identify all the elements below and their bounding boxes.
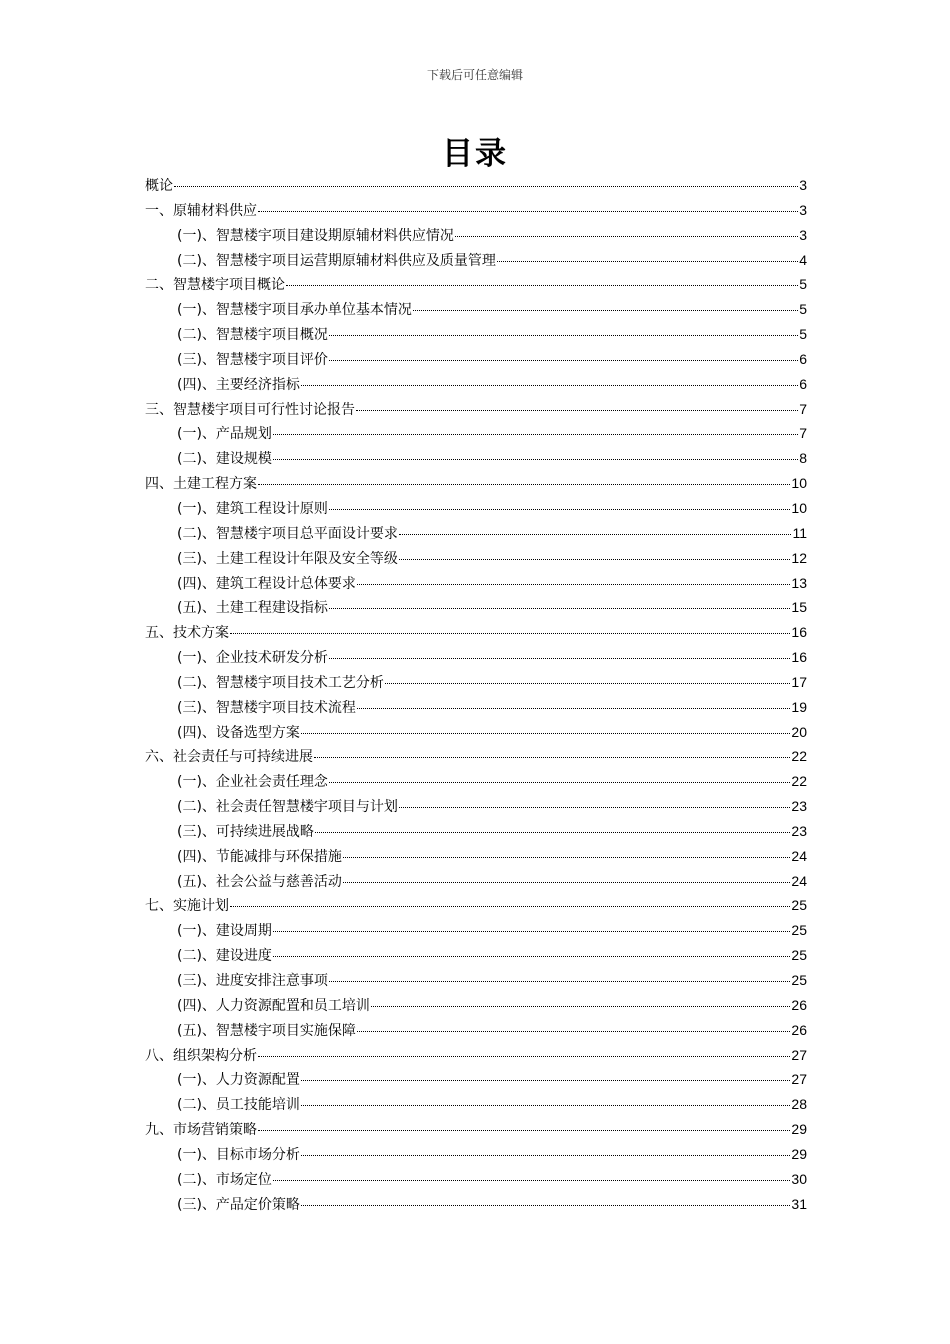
- toc-entry-label: 六、社会责任与可持续进展: [145, 749, 313, 766]
- toc-dot-leader: [399, 534, 792, 535]
- toc-entry[interactable]: [145, 299, 807, 324]
- toc-entry-label: (二)、智慧楼宇项目技术工艺分析: [177, 674, 384, 691]
- toc-dot-leader: [301, 1205, 790, 1206]
- toc-entry-page-number: 13: [791, 574, 807, 591]
- toc-dot-leader: [413, 310, 798, 311]
- toc-entry[interactable]: [145, 274, 807, 299]
- toc-entry[interactable]: [145, 771, 807, 796]
- toc-dot-leader: [329, 981, 790, 982]
- toc-entry-page-number: 22: [791, 773, 807, 790]
- toc-entry[interactable]: [145, 473, 807, 498]
- toc-dot-leader: [497, 261, 798, 262]
- toc-entry-page-number: 19: [791, 698, 807, 715]
- toc-entry-page-number: 3: [799, 201, 807, 218]
- toc-entry-page-number: 25: [791, 897, 807, 914]
- toc-entry-label: (一)、建设周期: [177, 923, 272, 940]
- toc-entry-label: (四)、主要经济指标: [177, 376, 300, 393]
- toc-entry[interactable]: [145, 1094, 807, 1119]
- toc-entry[interactable]: [145, 846, 807, 871]
- toc-entry-page-number: 11: [792, 524, 807, 541]
- toc-entry-page-number: 25: [791, 922, 807, 939]
- toc-entry-page-number: 23: [791, 798, 807, 815]
- toc-entry[interactable]: [145, 548, 807, 573]
- toc-entry-label: (三)、进度安排注意事项: [177, 973, 328, 989]
- toc-entry-page-number: 5: [799, 326, 807, 343]
- toc-entry-label: (三)、智慧楼宇项目技术流程: [177, 699, 356, 716]
- toc-entry[interactable]: [145, 1045, 807, 1070]
- toc-entry-label: 四、土建工程方案: [145, 476, 257, 493]
- toc-entry-page-number: 24: [791, 847, 807, 864]
- toc-entry-label: (五)、土建工程建设指标: [177, 600, 328, 617]
- toc-entry[interactable]: [145, 1119, 807, 1144]
- toc-dot-leader: [329, 658, 790, 659]
- toc-dot-leader: [258, 211, 798, 212]
- toc-entry-page-number: 25: [791, 972, 807, 988]
- toc-entry-page-number: 29: [791, 1145, 807, 1162]
- toc-entry-page-number: 30: [791, 1170, 807, 1187]
- toc-entry-label: 八、组织架构分析: [145, 1047, 257, 1064]
- toc-dot-leader: [315, 832, 790, 833]
- toc-entry-label: (一)、企业技术研发分析: [177, 650, 328, 667]
- toc-entry-label: (二)、员工技能培训: [177, 1097, 300, 1114]
- toc-entry[interactable]: [145, 995, 807, 1020]
- toc-dot-leader: [301, 1155, 790, 1156]
- toc-entry[interactable]: [145, 573, 807, 598]
- toc-entry-page-number: 17: [791, 673, 807, 690]
- toc-entry-label: (三)、智慧楼宇项目评价: [177, 351, 328, 368]
- toc-entry[interactable]: [145, 920, 807, 945]
- toc-dot-leader: [273, 956, 790, 957]
- toc-entry[interactable]: [145, 871, 807, 896]
- toc-entry-label: (二)、智慧楼宇项目概况: [177, 327, 328, 344]
- toc-entry[interactable]: [145, 622, 807, 647]
- toc-dot-leader: [343, 857, 790, 858]
- toc-dot-leader: [301, 385, 798, 386]
- toc-entry[interactable]: [145, 746, 807, 771]
- toc-entry[interactable]: [145, 1144, 807, 1169]
- toc-dot-leader: [329, 509, 790, 510]
- toc-dot-leader: [230, 906, 790, 907]
- toc-dot-leader: [258, 484, 790, 485]
- toc-entry-label: (四)、节能减排与环保措施: [177, 848, 342, 865]
- toc-entry-label: (五)、社会公益与慈善活动: [177, 873, 342, 890]
- toc-entry-page-number: 4: [799, 251, 807, 268]
- toc-dot-leader: [286, 285, 798, 286]
- toc-entry-page-number: 12: [791, 549, 807, 566]
- toc-entry[interactable]: [145, 448, 807, 473]
- toc-dot-leader: [174, 186, 798, 187]
- toc-entry[interactable]: [145, 1069, 807, 1094]
- toc-entry[interactable]: [145, 1194, 807, 1219]
- toc-entry[interactable]: [145, 945, 807, 970]
- toc-entry-label: 二、智慧楼宇项目概论: [145, 277, 285, 294]
- toc-entry[interactable]: [145, 1169, 807, 1194]
- toc-entry-label: (二)、建设规模: [177, 451, 272, 468]
- toc-dot-leader: [273, 1180, 790, 1181]
- toc-entry[interactable]: [145, 498, 807, 523]
- toc-entry[interactable]: [145, 250, 807, 275]
- toc-entry[interactable]: [145, 970, 807, 995]
- toc-entry-label: (三)、可持续进展战略: [177, 823, 314, 840]
- toc-entry[interactable]: [145, 324, 807, 349]
- toc-dot-leader: [258, 1130, 790, 1131]
- toc-dot-leader: [273, 434, 798, 435]
- toc-entry-label: 五、技术方案: [145, 625, 229, 642]
- toc-entry-label: (一)、建筑工程设计原则: [177, 500, 328, 517]
- toc-entry-label: (四)、建筑工程设计总体要求: [177, 575, 356, 592]
- toc-dot-leader: [301, 1080, 790, 1081]
- toc-entry-page-number: 26: [791, 1021, 807, 1038]
- toc-entry-page-number: 27: [791, 1046, 807, 1063]
- toc-entry[interactable]: [145, 1020, 807, 1045]
- toc-entry[interactable]: [145, 895, 807, 920]
- toc-dot-leader: [301, 1105, 790, 1106]
- toc-entry-page-number: 5: [799, 276, 807, 293]
- toc-dot-leader: [356, 410, 798, 411]
- toc-dot-leader: [329, 360, 798, 361]
- toc-entry[interactable]: [145, 647, 807, 672]
- toc-entry-page-number: 23: [791, 822, 807, 839]
- toc-entry-label: 七、实施计划: [145, 898, 229, 915]
- toc-entry-label: (二)、智慧楼宇项目总平面设计要求: [177, 525, 398, 542]
- toc-entry-label: (一)、目标市场分析: [177, 1146, 300, 1163]
- toc-entry[interactable]: [145, 796, 807, 821]
- toc-entry[interactable]: [145, 722, 807, 747]
- toc-entry-label: (一)、智慧楼宇项目建设期原辅材料供应情况: [177, 227, 454, 244]
- toc-entry-label: (四)、人力资源配置和员工培训: [177, 997, 370, 1014]
- toc-entry-page-number: 5: [799, 301, 807, 318]
- toc-dot-leader: [357, 708, 790, 709]
- toc-title: 目录: [442, 136, 508, 172]
- toc-entry[interactable]: [145, 200, 807, 225]
- toc-entry-label: (二)、市场定位: [177, 1171, 272, 1188]
- toc-entry-page-number: 3: [799, 177, 807, 193]
- toc-entry-label: (二)、社会责任智慧楼宇项目与计划: [177, 799, 398, 816]
- toc-entry-label: (二)、智慧楼宇项目运营期原辅材料供应及质量管理: [177, 252, 496, 269]
- toc-entry[interactable]: [145, 821, 807, 846]
- toc-entry[interactable]: [145, 225, 807, 250]
- toc-entry-page-number: 28: [791, 1096, 807, 1113]
- toc-dot-leader: [314, 757, 790, 758]
- toc-dot-leader: [329, 782, 790, 783]
- toc-dot-leader: [385, 683, 790, 684]
- toc-entry-page-number: 8: [799, 450, 807, 467]
- toc-dot-leader: [357, 1031, 790, 1032]
- toc-entry-page-number: 25: [791, 947, 807, 964]
- toc-entry[interactable]: [145, 523, 807, 548]
- toc-entry-label: 一、原辅材料供应: [145, 202, 257, 219]
- toc-entry-label: 三、智慧楼宇项目可行性讨论报告: [145, 401, 355, 418]
- toc-entry[interactable]: [145, 597, 807, 622]
- toc-entry-page-number: 16: [791, 649, 807, 666]
- toc-entry[interactable]: [145, 399, 807, 424]
- toc-entry-page-number: 6: [799, 375, 807, 392]
- toc-entry[interactable]: [145, 672, 807, 697]
- toc-entry[interactable]: [145, 349, 807, 374]
- toc-entry-page-number: 6: [799, 350, 807, 367]
- toc-entry-page-number: 26: [791, 996, 807, 1013]
- toc-dot-leader: [329, 335, 798, 336]
- toc-entry-page-number: 24: [791, 872, 807, 889]
- toc-entry-page-number: 22: [791, 748, 807, 765]
- header-note: 下载后可任意编辑: [426, 68, 523, 82]
- toc-entry-page-number: 29: [791, 1121, 807, 1138]
- toc-entry[interactable]: [145, 697, 807, 722]
- toc-entry-label: (一)、智慧楼宇项目承办单位基本情况: [177, 302, 412, 319]
- toc-entry-page-number: 16: [791, 624, 807, 641]
- toc-entry-label: (一)、产品规划: [177, 426, 272, 443]
- toc-dot-leader: [273, 931, 790, 932]
- toc-dot-leader: [399, 559, 790, 560]
- toc-dot-leader: [343, 882, 790, 883]
- toc-entry-label: (二)、建设进度: [177, 948, 272, 965]
- table-of-contents: [145, 175, 807, 1218]
- toc-entry-page-number: 10: [791, 499, 807, 516]
- toc-entry-label: (三)、土建工程设计年限及安全等级: [177, 550, 398, 567]
- toc-entry-label: (四)、设备选型方案: [177, 724, 300, 741]
- toc-dot-leader: [258, 1056, 790, 1057]
- toc-entry[interactable]: [145, 423, 807, 448]
- toc-entry-page-number: 27: [791, 1071, 807, 1088]
- toc-entry-label: (一)、企业社会责任理念: [177, 774, 328, 791]
- toc-entry-page-number: 31: [791, 1195, 807, 1212]
- toc-entry-page-number: 3: [799, 226, 807, 243]
- toc-dot-leader: [455, 236, 798, 237]
- toc-entry-label: (三)、产品定价策略: [177, 1196, 300, 1213]
- toc-entry-page-number: 15: [791, 599, 807, 616]
- toc-dot-leader: [329, 608, 790, 609]
- toc-dot-leader: [301, 733, 790, 734]
- toc-dot-leader: [357, 584, 790, 585]
- toc-entry-label: 概论: [145, 178, 173, 194]
- toc-dot-leader: [230, 633, 790, 634]
- toc-entry[interactable]: [145, 374, 807, 399]
- toc-entry-label: (五)、智慧楼宇项目实施保障: [177, 1022, 356, 1039]
- toc-dot-leader: [273, 459, 798, 460]
- toc-entry-page-number: 20: [791, 723, 807, 740]
- toc-dot-leader: [399, 807, 790, 808]
- toc-entry-page-number: 7: [799, 425, 807, 442]
- toc-entry[interactable]: [145, 175, 807, 200]
- toc-entry-page-number: 7: [799, 400, 807, 417]
- toc-entry-page-number: 10: [791, 475, 807, 492]
- toc-entry-label: 九、市场营销策略: [145, 1122, 257, 1139]
- toc-entry-label: (一)、人力资源配置: [177, 1072, 300, 1089]
- toc-dot-leader: [371, 1006, 790, 1007]
